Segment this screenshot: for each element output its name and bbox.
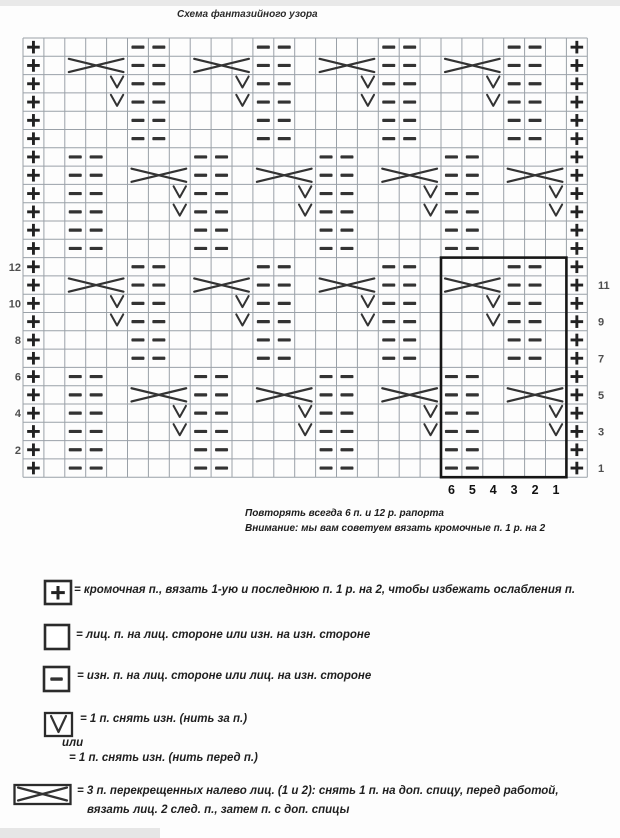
purl-stitch-icon (42, 665, 73, 695)
svg-text:1: 1 (598, 463, 605, 476)
svg-text:2: 2 (531, 483, 539, 498)
slip-stitch-icon (43, 711, 76, 740)
svg-text:4: 4 (14, 408, 21, 421)
svg-text:4: 4 (489, 483, 497, 498)
knit-stitch-icon (43, 623, 73, 653)
svg-text:9: 9 (598, 316, 605, 329)
svg-text:2: 2 (14, 444, 21, 457)
legend-item-label: = 1 п. снять изн. (нить перед п.) (69, 752, 258, 764)
svg-text:7: 7 (598, 353, 605, 366)
svg-text:6: 6 (447, 483, 455, 498)
svg-text:3: 3 (598, 426, 605, 439)
edge-stitch-icon (43, 579, 73, 607)
legend-item-label: вязать лиц. 2 след. п., затем п. с доп. спицы (87, 804, 350, 816)
legend-item-label: = лиц. п. на лиц. стороне или изн. на изн. стороне (76, 629, 371, 641)
svg-text:11: 11 (598, 280, 610, 293)
cross-stitch-icon (13, 783, 74, 807)
legend-item-label: = 1 п. снять изн. (нить за п.) (80, 713, 248, 725)
pattern-title: Схема фантазийного узора (177, 9, 318, 20)
svg-text:8: 8 (14, 334, 21, 347)
svg-text:5: 5 (468, 483, 476, 498)
legend-item-label-or: или (62, 737, 84, 749)
svg-text:12: 12 (8, 261, 21, 274)
svg-text:3: 3 (510, 483, 518, 498)
svg-text:5: 5 (598, 389, 605, 402)
svg-text:6: 6 (14, 371, 21, 384)
legend-item-label: = 3 п. перекрещенных налево лиц. (1 и 2): снять 1 п. на доп. спицу, перед работой, (77, 785, 559, 797)
legend-item-label: = изн. п. на лиц. стороне или лиц. на изн. стороне (77, 670, 372, 682)
svg-text:10: 10 (8, 298, 21, 311)
svg-text:1: 1 (552, 483, 560, 498)
scan-artifact-bottom (0, 828, 160, 838)
repeat-note: Повторять всегда 6 п. и 12 р. рапорта (245, 508, 444, 519)
legend-item-label: = кромочная п., вязать 1-ую и последнюю п. 1 р. на 2, чтобы избежать ослабления п. (74, 584, 576, 596)
attention-note: Внимание: мы вам советуем вязать кромочные п. 1 р. на 2 (245, 523, 546, 534)
